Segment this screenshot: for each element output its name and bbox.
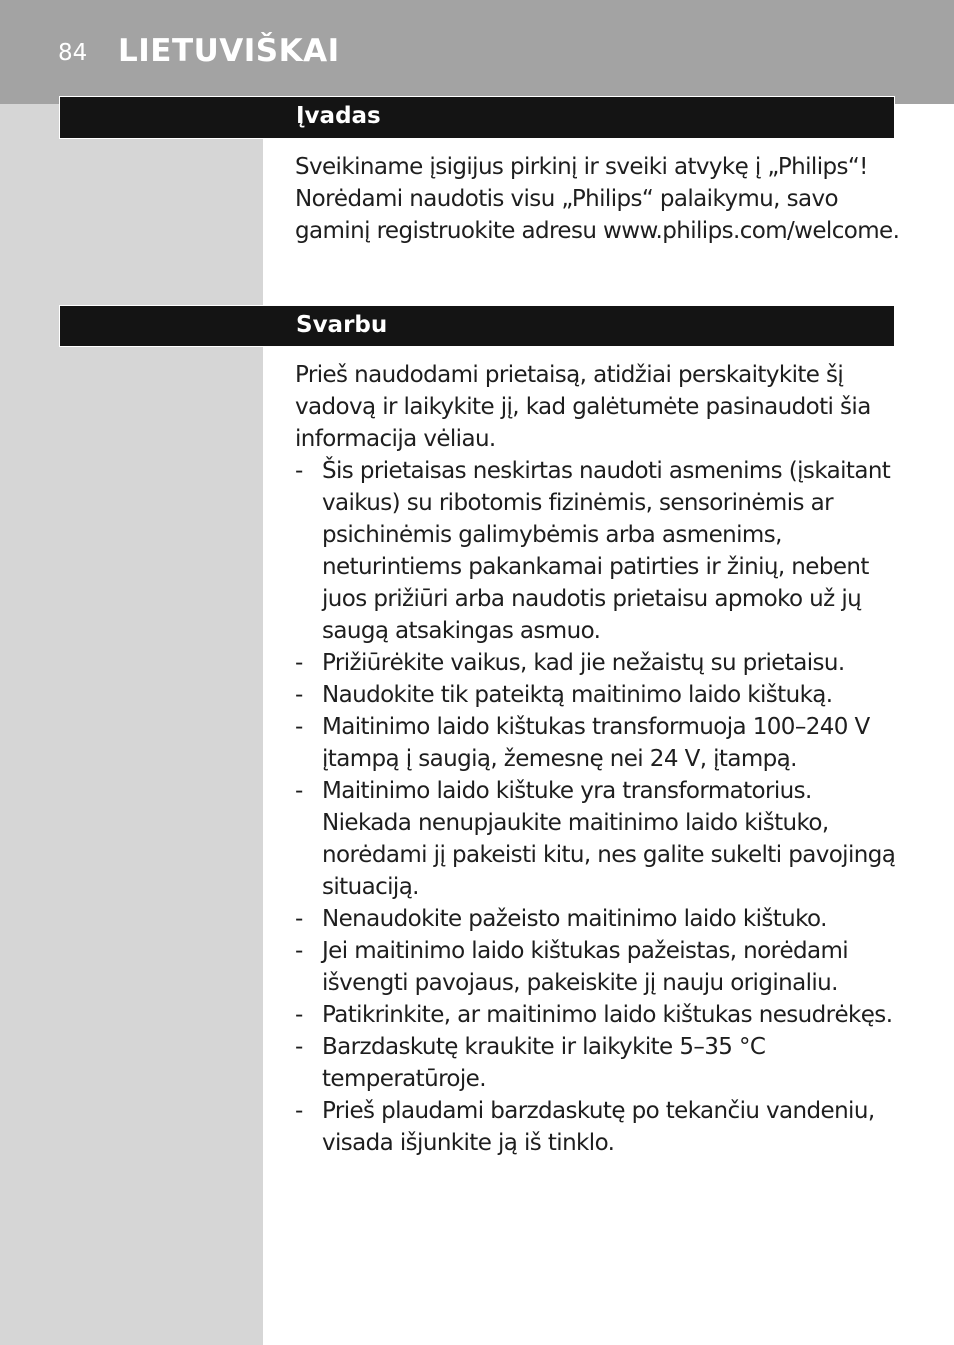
list-item	[295, 679, 905, 711]
bullet-dash: -	[295, 906, 303, 932]
bullet-dash: -	[295, 458, 303, 484]
bullet-dash: -	[295, 1034, 303, 1060]
list-item	[295, 711, 905, 775]
list-item	[295, 775, 905, 903]
section-title: Įvadas	[296, 103, 381, 129]
page-number: 84	[58, 40, 88, 66]
bullet-dash: -	[295, 682, 303, 708]
language-title: LIETUVIŠKAI	[118, 33, 340, 69]
section-header-introduction	[60, 97, 894, 138]
page-header	[0, 0, 954, 104]
list-item-text: Patikrinkite, ar maitinimo laido kištukas nesudrėkęs.	[322, 1002, 893, 1028]
list-item	[295, 903, 905, 935]
list-item	[295, 455, 905, 647]
list-item	[295, 935, 905, 999]
list-item-text: Prieš plaudami barzdaskutę po tekančiu vandeniu, visada išjunkite ją iš tinklo.	[322, 1098, 875, 1156]
list-item	[295, 647, 905, 679]
safety-bullet-list	[295, 455, 905, 1159]
list-item	[295, 1031, 905, 1095]
list-item-text: Nenaudokite pažeisto maitinimo laido kištuko.	[322, 906, 827, 932]
list-item-text: Maitinimo laido kištuke yra transformatorius. Niekada nenupjaukite maitinimo laido kištuko, norėdami jį pakeisti kitu, nes galite sukelti pavojingą situaciją.	[322, 778, 896, 900]
bullet-dash: -	[295, 778, 303, 804]
section-title: Svarbu	[296, 312, 388, 338]
list-item-text: Maitinimo laido kištukas transformuoja 100–240 V įtampą į saugią, žemesnę nei 24 V, įtampą.	[322, 714, 870, 772]
bullet-dash: -	[295, 714, 303, 740]
section-header-important	[60, 306, 894, 346]
list-item	[295, 999, 905, 1031]
list-item-text: Jei maitinimo laido kištukas pažeistas, norėdami išvengti pavojaus, pakeiskite jį nauju originaliu.	[322, 938, 849, 996]
list-item-text: Prižiūrėkite vaikus, kad jie nežaistų su prietaisu.	[322, 650, 845, 676]
bullet-dash: -	[295, 1098, 303, 1124]
list-item	[295, 1095, 905, 1159]
bullet-dash: -	[295, 938, 303, 964]
important-paragraph: Prieš naudodami prietaisą, atidžiai perskaitykite šį vadovą ir laikykite jį, kad galėtumėte pasinaudoti šia informacija vėliau.	[295, 362, 871, 452]
bullet-dash: -	[295, 650, 303, 676]
left-margin-band	[0, 0, 263, 1345]
introduction-paragraph: Sveikiname įsigijus pirkinį ir sveiki atvykę į „Philips“! Norėdami naudotis visu „Philips“ palaikymu, savo gaminį registruokite adresu www.philips.com/welcome.	[295, 154, 900, 244]
list-item-text: Šis prietaisas neskirtas naudoti asmenims (įskaitant vaikus) su ribotomis fizinėmis, sensorinėmis ar psichinėmis galimybėmis arba asmenims, neturintiems pakankamai patirties ir žinių, nebent juos prižiūri arba naudotis prietaisu apmoko už jų saugą atsakingas asmuo.	[322, 458, 891, 644]
list-item-text: Naudokite tik pateiktą maitinimo laido kištuką.	[322, 682, 833, 708]
bullet-dash: -	[295, 1002, 303, 1028]
list-item-text: Barzdaskutę kraukite ir laikykite 5–35 °C temperatūroje.	[322, 1034, 766, 1092]
